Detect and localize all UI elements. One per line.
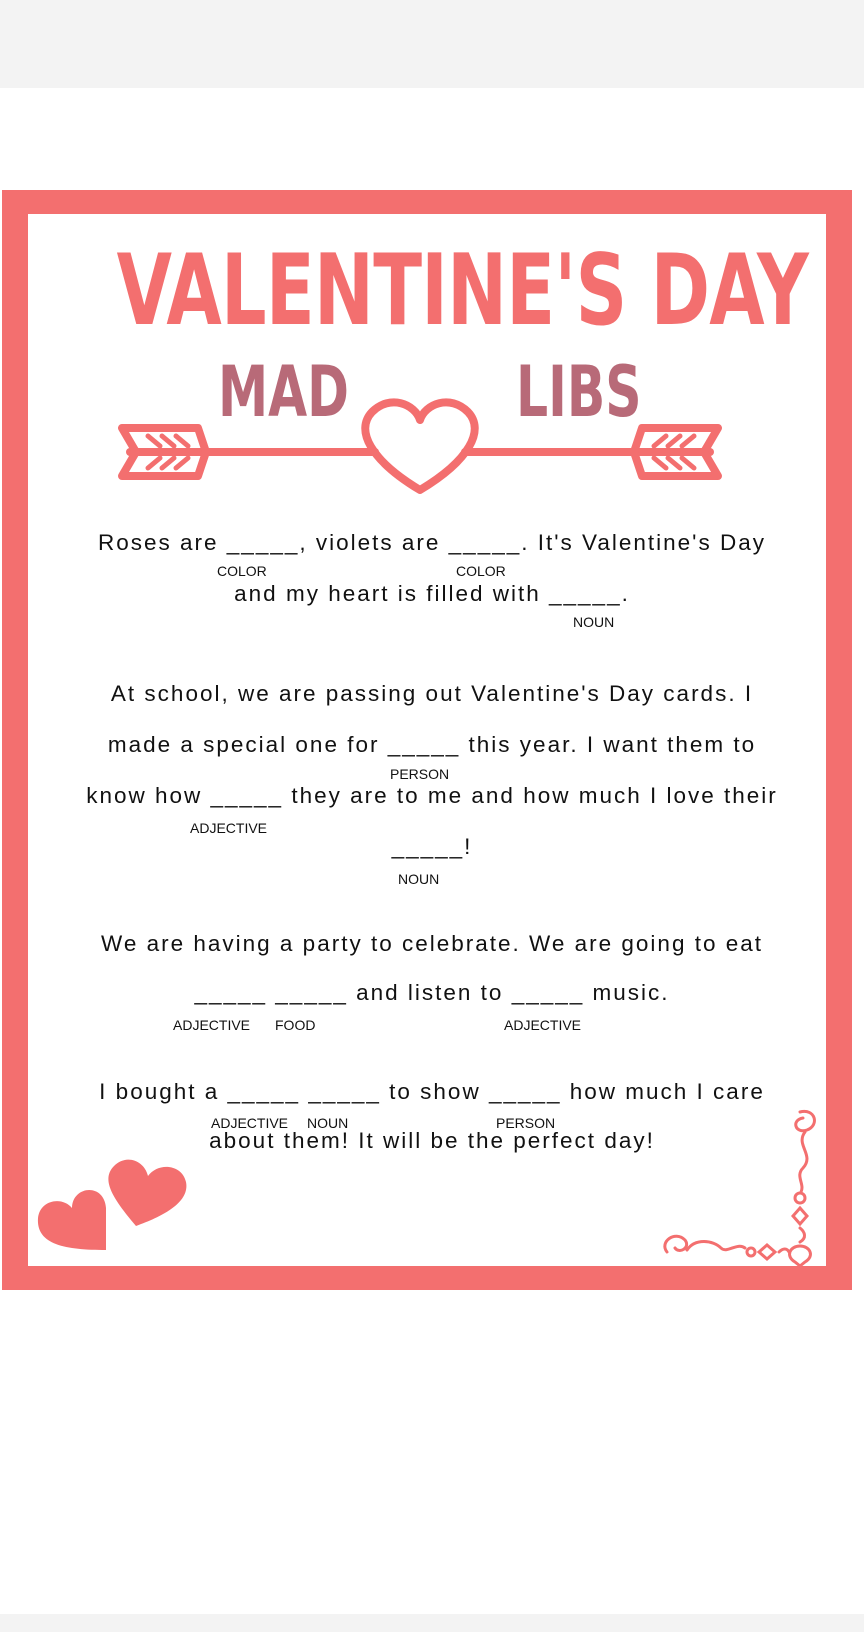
- subtitle-mad: MAD: [218, 351, 350, 433]
- stanza-2-line-2: made a special one for _____ this year. I want them to: [107, 732, 757, 757]
- blank-label: FOOD: [275, 1017, 316, 1033]
- page-title: VALENTINE'S DAY: [116, 234, 809, 348]
- stanza-2-line-4: _____!: [391, 834, 473, 859]
- arrow-heart-icon: [110, 390, 730, 500]
- stanza-3-line-1: We are having a party to celebrate. We are going to eat: [101, 931, 763, 956]
- blank-label: COLOR: [217, 563, 267, 579]
- blank-label: ADJECTIVE: [190, 820, 268, 836]
- stanza-4-line-1: I bought a _____ _____ to show _____ how much I care: [99, 1079, 765, 1104]
- blank-label: COLOR: [456, 563, 506, 579]
- stanza-1-line-2: and my heart is filled with _____.: [234, 581, 630, 606]
- flourish-corner-icon: [655, 1100, 825, 1270]
- blank-label: NOUN: [398, 871, 440, 887]
- top-bar: [0, 0, 864, 88]
- blank-label: NOUN: [307, 1115, 349, 1131]
- blank-label: ADJECTIVE: [504, 1017, 582, 1033]
- blank-label: ADJECTIVE: [173, 1017, 251, 1033]
- blank-label: ADJECTIVE: [211, 1115, 289, 1131]
- stanza-2-line-3: know how _____ they are to me and how much I love their: [86, 783, 778, 808]
- stanza-2-line-1: At school, we are passing out Valentine's Day cards. I: [110, 681, 754, 706]
- bottom-bar: [0, 1614, 864, 1632]
- blank-label: NOUN: [573, 614, 615, 630]
- blank-label: PERSON: [390, 766, 450, 782]
- stanza-3-line-2: _____ _____ and listen to _____ music.: [194, 980, 670, 1005]
- subtitle-libs: LIBS: [516, 351, 642, 433]
- blank-label: PERSON: [496, 1115, 556, 1131]
- stanza-4-line-2: about them! It will be the perfect day!: [209, 1128, 655, 1153]
- two-hearts-icon: [36, 1150, 196, 1260]
- stanza-1-line-1: Roses are _____, violets are _____. It's Valentine's Day: [98, 530, 766, 555]
